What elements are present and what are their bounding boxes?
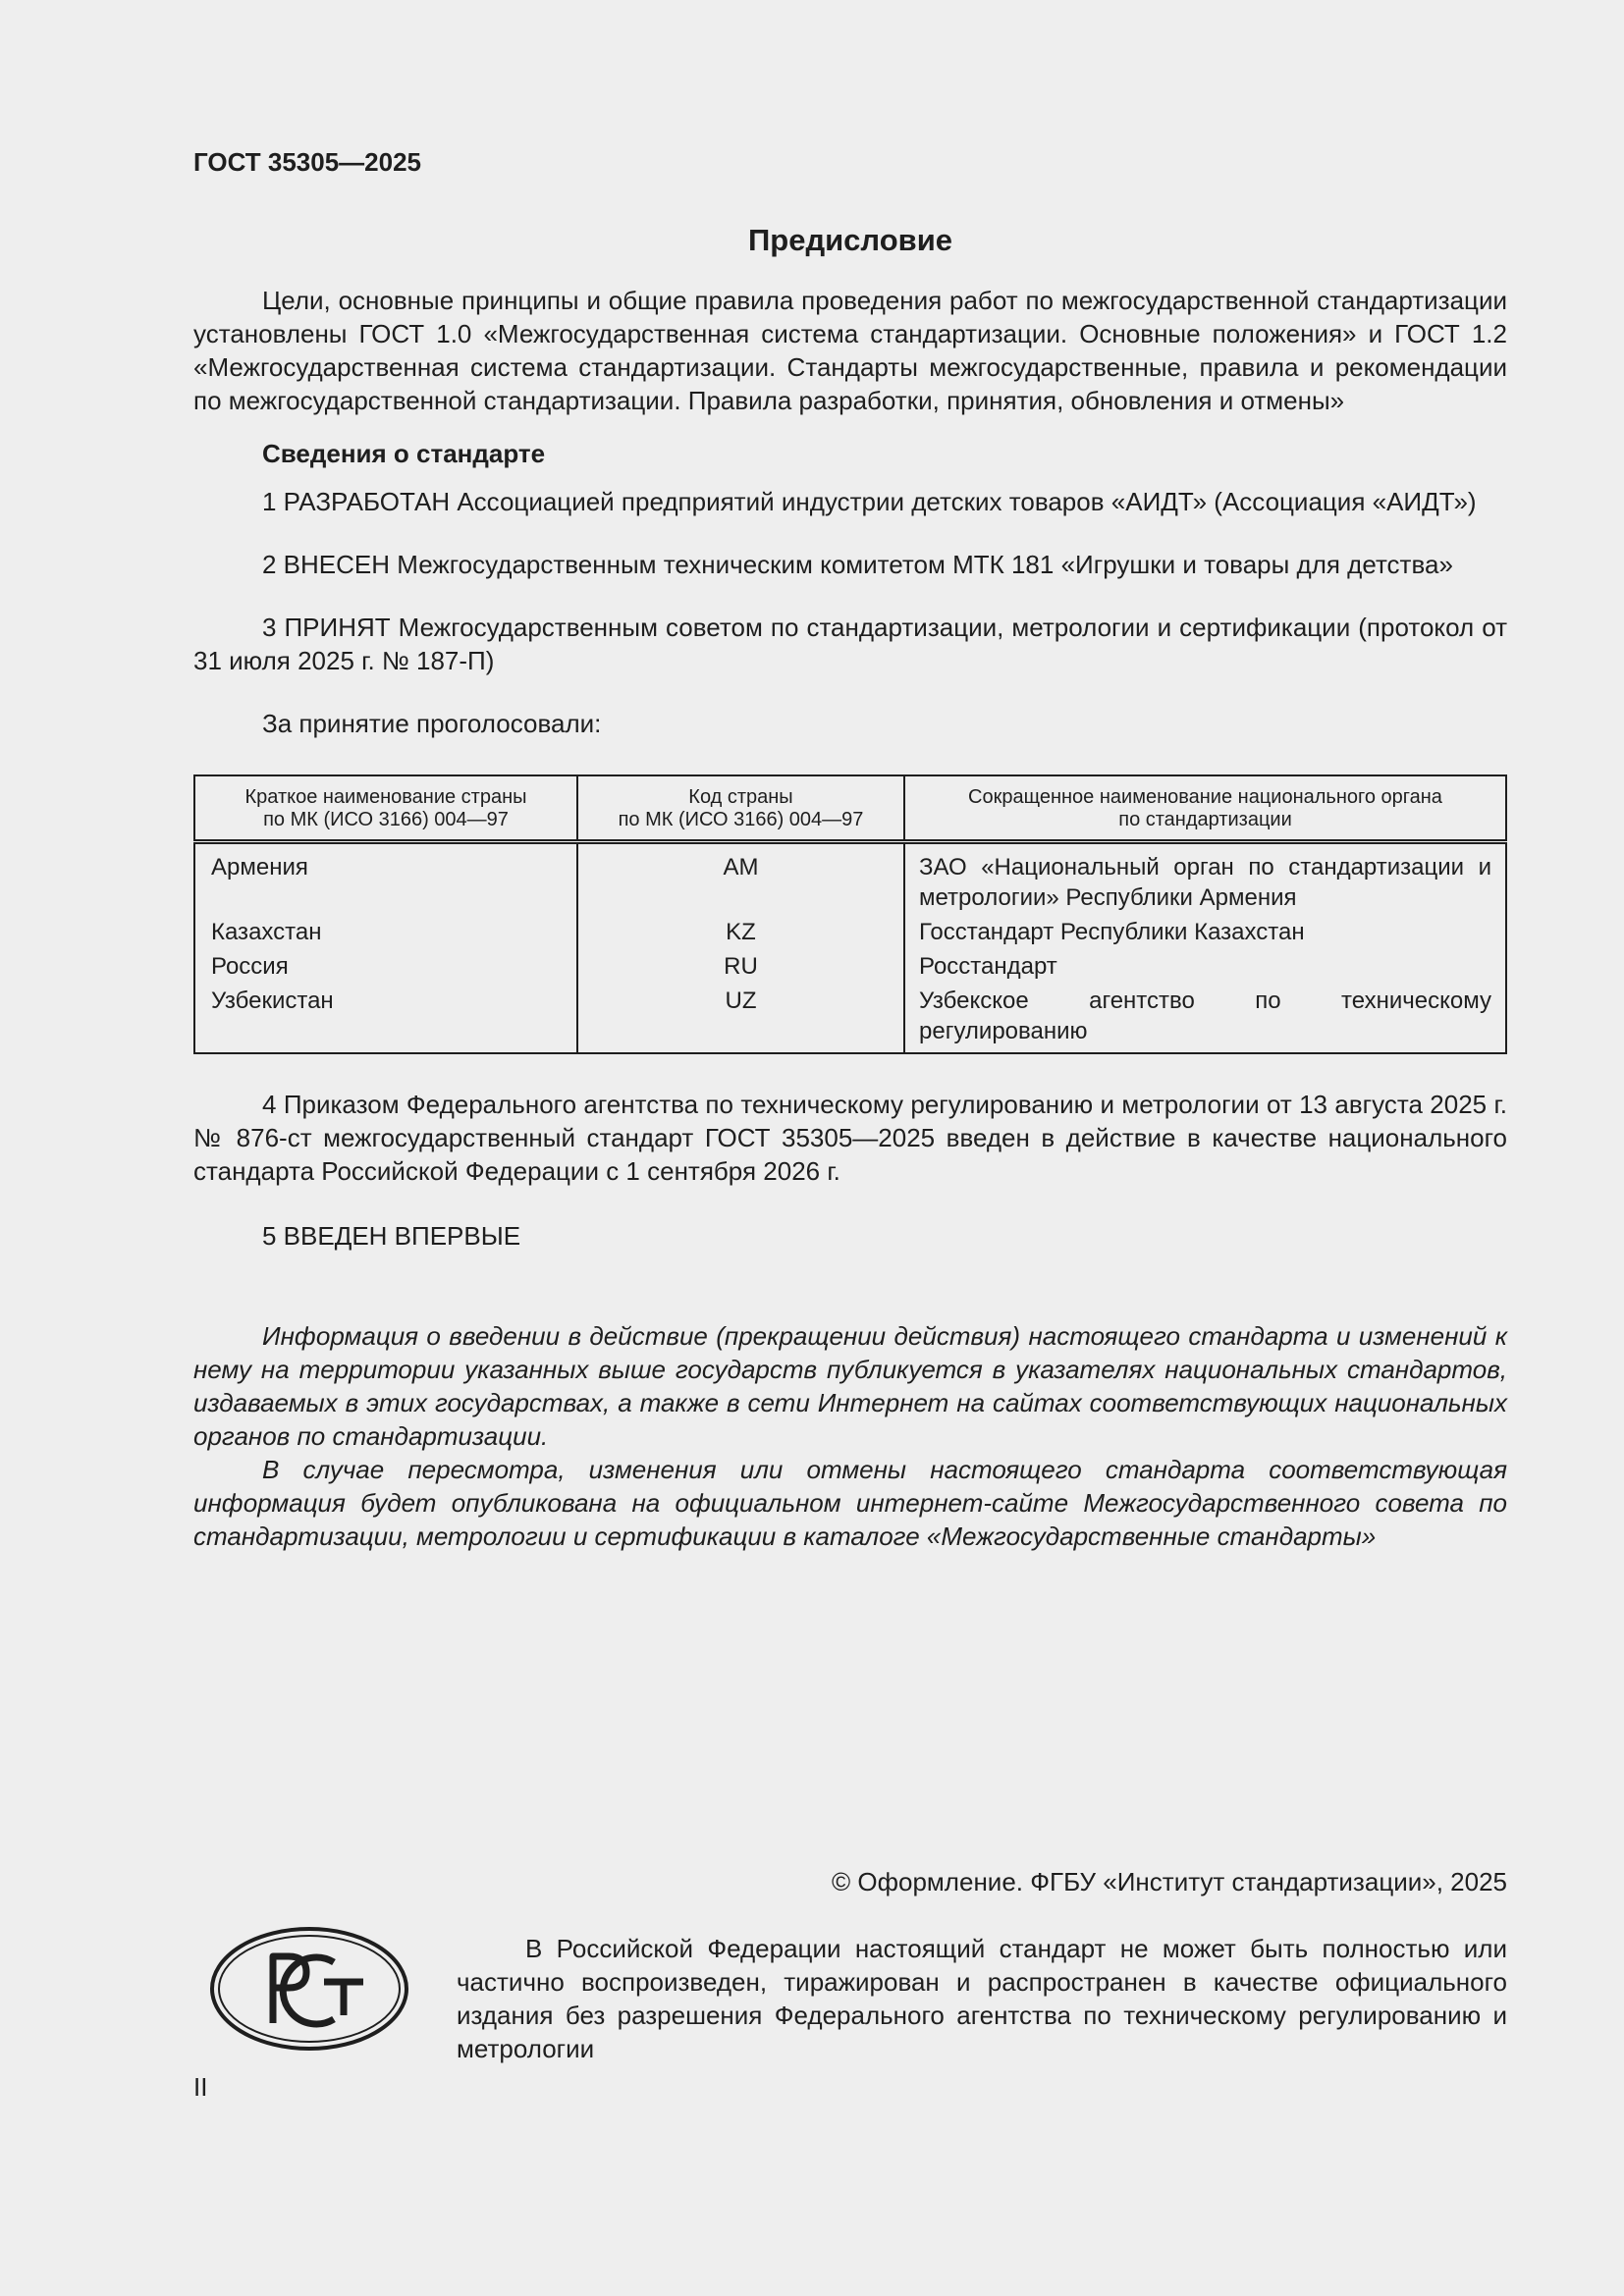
org-cell: Госстандарт Республики Казахстан bbox=[919, 919, 1305, 945]
intro-paragraph: Цели, основные принципы и общие правила проведения работ по межгосударственной стандартизации установлены ГОСТ 1.0 «Межгосударственная система стандартизации. Основные положения» и ГОСТ 1.2 «Межгосударственная система стандартизации. Стандарты межгосударственные, правила и рекомендации по межгосударственной стандартизации. Правила разработки, принятия, обновления и отмены» bbox=[193, 286, 1507, 415]
rst-certification-logo-icon bbox=[208, 1925, 410, 2053]
info-item-4: 4 Приказом Федерального агентства по техническому регулированию и метрологии от 13 августа 2025 г. № 876-ст межгосударственный стандарт ГОСТ 35305—2025 введен в действие в качестве национального стандарта Российской Федерации с 1 сентября 2026 г. bbox=[193, 1090, 1507, 1186]
table-row bbox=[194, 984, 1506, 1053]
notice-block bbox=[193, 1319, 1507, 1553]
table-row bbox=[194, 915, 1506, 949]
document-id: ГОСТ 35305—2025 bbox=[193, 147, 421, 177]
voted-label: За принятие проголосовали: bbox=[262, 709, 602, 738]
header-org: Сокращенное наименование национального органа по стандартизации bbox=[968, 786, 1442, 830]
page-title: Предисловие bbox=[747, 223, 952, 257]
notice-paragraph: Информация о введении в действие (прекращении действия) настоящего стандарта и изменений к нему на территории указанных выше государств публикуется в указателях национальных стандартов, издаваемых в этих государствах, а также в сети Интернет на сайтах соответствующих национальных органов по стандартизации. bbox=[193, 1321, 1507, 1451]
notice-paragraph: В случае пересмотра, изменения или отмены настоящего стандарта соответствующая информация будет опубликована на официальном интернет-сайте Межгосударственного совета по стандартизации, метрологии и сертификации в каталоге «Межгосударственные стандарты» bbox=[193, 1455, 1507, 1551]
country-cell: Россия bbox=[194, 949, 577, 984]
header-code: Код страны по МК (ИСО 3166) 004—97 bbox=[577, 775, 904, 842]
copyright-line: © Оформление. ФГБУ «Институт стандартизации», 2025 bbox=[832, 1867, 1507, 1896]
voting-countries-table bbox=[193, 774, 1507, 1054]
country-cell: Казахстан bbox=[194, 915, 577, 949]
org-cell: ЗАО «Национальный орган по стандартизации и метрологии» Республики Армения bbox=[919, 854, 1491, 911]
standard-info-heading: Сведения о стандарте bbox=[262, 439, 546, 468]
org-cell: Росстандарт bbox=[919, 953, 1057, 980]
page-number: II bbox=[193, 2072, 208, 2102]
table-row bbox=[194, 949, 1506, 984]
code-cell: KZ bbox=[577, 915, 904, 949]
code-cell: RU bbox=[577, 949, 904, 984]
foreword bbox=[193, 223, 1507, 1553]
info-item-3: 3 ПРИНЯТ Межгосударственным советом по стандартизации, метрологии и сертификации (протокол от 31 июля 2025 г. № 187-П) bbox=[193, 613, 1507, 675]
rights-notice: В Российской Федерации настоящий стандарт не может быть полностью или частично воспроизведен, тиражирован и распространен в качестве официального издания без разрешения Федерального агентства по техническому регулированию и метрологии bbox=[457, 1934, 1507, 2063]
country-cell: Армения bbox=[194, 842, 577, 916]
code-cell: UZ bbox=[577, 984, 904, 1053]
info-item-1: 1 РАЗРАБОТАН Ассоциацией предприятий индустрии детских товаров «АИДТ» (Ассоциация «АИДТ») bbox=[262, 487, 1477, 516]
info-item-2: 2 ВНЕСЕН Межгосударственным техническим комитетом МТК 181 «Игрушки и товары для детства» bbox=[262, 550, 1453, 579]
info-item-5: 5 ВВЕДЕН ВПЕРВЫЕ bbox=[262, 1221, 521, 1251]
country-cell: Узбекистан bbox=[194, 984, 577, 1053]
table-header-row bbox=[194, 775, 1506, 842]
table-row bbox=[194, 842, 1506, 916]
header-country: Краткое наименование страны по МК (ИСО 3166) 004—97 bbox=[194, 775, 577, 842]
org-cell: Узбекское агентство по техническому регулированию bbox=[919, 988, 1491, 1044]
code-cell: AM bbox=[577, 842, 904, 916]
